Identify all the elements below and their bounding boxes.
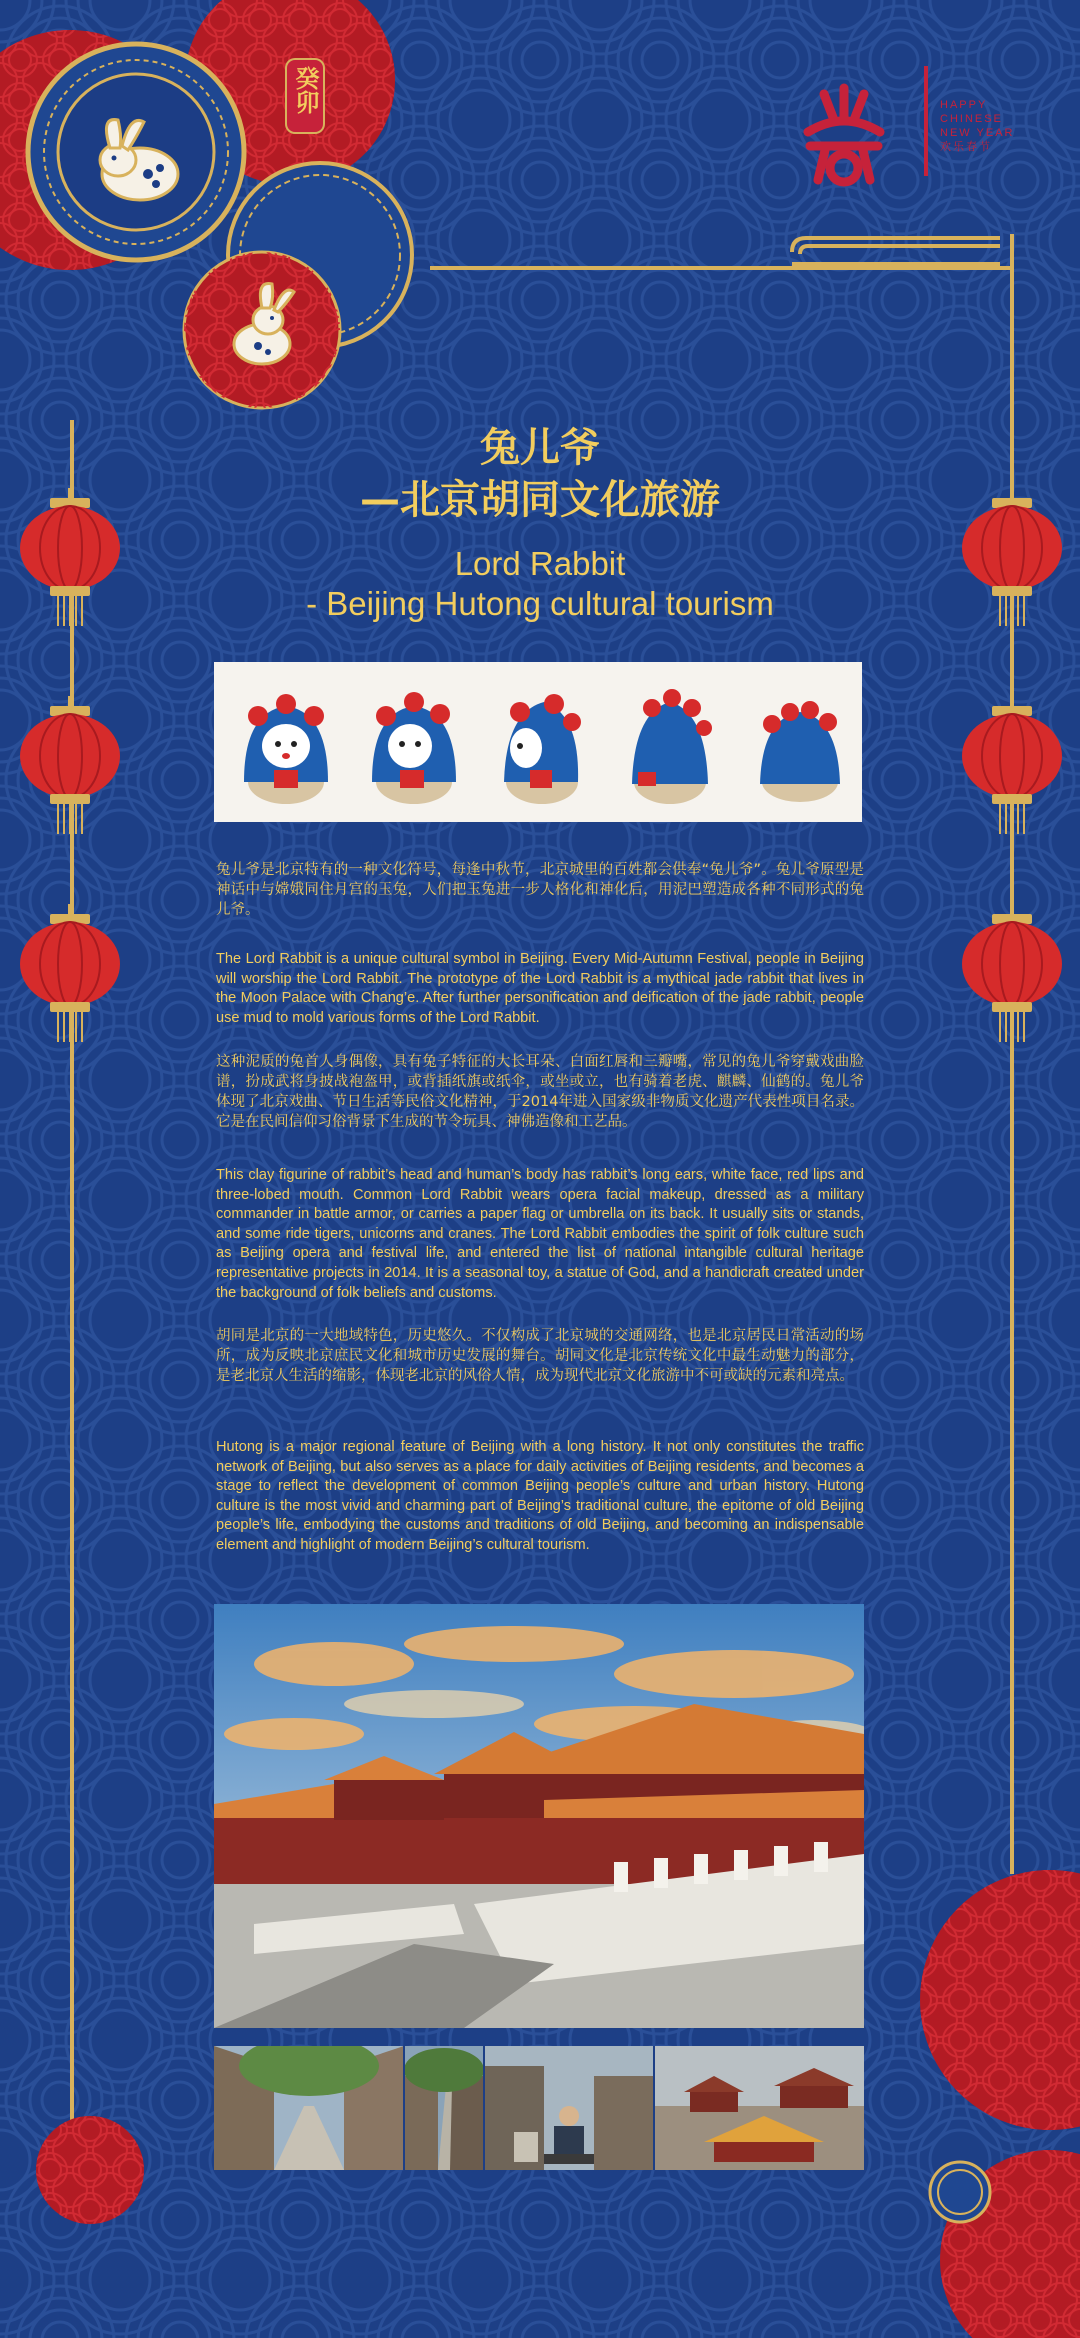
bottom-right-ornament: [900, 1860, 1080, 2338]
year-stamp-text: 癸卯: [291, 66, 319, 114]
paragraph-1-en: The Lord Rabbit is a unique cultural symbol in Beijing. Every Mid-Autumn Festival, people in Beijing will worship the Lord Rabbit. The prototype of the Lord Rabbit is a mythical jade rabbit that lives in the Moon Palace with Chang’e. After further personification and deification of the jade rabbit, people use mud to mold various forms of the Lord Rabbit.: [216, 951, 864, 1026]
figurine-3: [504, 694, 581, 804]
paragraph-3-en: Hutong is a major regional feature of Beijing with a long history. It not only constitutes the traffic network of Beijing, but also serves as a place for daily activities of Beijing residents, and becomes a stage to reflect the development of common Beijing people’s culture and urban history. Hutong culture is the most vivid and charming part of Beijing’s traditional culture, the epitome of old Beijing people’s life, embodying the customs and traditions of old Beijing, and becoming an indispensable element and highlight of modern Beijing’s cultural tourism.: [216, 1439, 864, 1553]
bottom-left-ornament: [30, 2110, 150, 2230]
logo-line-3: NEW YEAR: [940, 127, 1015, 139]
figurine-1: [244, 694, 328, 804]
hutong-photo-strip: [214, 2046, 864, 2170]
paragraph-2-cn: 这种泥质的兔首人身偶像，具有兔子特征的大长耳朵、白面红唇和三瓣嘴，常见的兔儿爷穿戴戏曲脸谱，扮成武将身披战袍盔甲，或背插纸旗或纸伞，或坐或立，也有骑着老虎、麒麟、仙鹤的。兔儿爷体现了北京戏曲、节日生活等民俗文化精神，于2014年进入国家级非物质文化遗产代表性项目名录。它是在民间信仰习俗背景下生成的节令玩具、神佛造像和工艺品。: [216, 1054, 864, 1130]
rabbit-small-icon: [222, 280, 302, 370]
hutong-photo-1: [214, 2046, 404, 2170]
logo-divider: [924, 66, 928, 176]
logo-line-4: 欢乐春节: [940, 141, 992, 153]
title-cn-line-1: 兔儿爷: [480, 425, 600, 471]
rabbit-medallion-icon: [88, 112, 188, 208]
hutong-photo-2: [404, 2046, 484, 2170]
title-cn-line-2: —北京胡同文化旅游: [360, 477, 720, 523]
hutong-photo-4: [654, 2046, 864, 2170]
title-en-line-2: - Beijing Hutong cultural tourism: [306, 585, 774, 622]
logo-line-2: CHINESE: [940, 113, 1003, 125]
title-en-line-1: Lord Rabbit: [454, 545, 626, 582]
happy-chinese-new-year-logo-icon: [796, 80, 892, 190]
figurine-4: [632, 689, 712, 804]
hutong-photo-3: [484, 2046, 654, 2170]
lord-rabbit-figurines-image: [214, 662, 862, 822]
logo-line-1: HAPPY: [940, 99, 988, 111]
lantern-icon: [962, 696, 1062, 836]
forbidden-city-photo: [214, 1604, 864, 2028]
paragraph-1-cn: 兔儿爷是北京特有的一种文化符号，每逢中秋节，北京城里的百姓都会供奉“兔儿爷”。兔儿爷原型是神话中与嫦娥同住月宫的玉兔，人们把玉兔进一步人格化和神化后，用泥巴塑造成各种不同形式的兔儿爷。: [216, 862, 864, 918]
figurine-5: [760, 701, 840, 802]
lantern-icon: [20, 696, 120, 836]
figurine-2: [372, 692, 456, 804]
frame-left-line: [70, 420, 74, 2120]
lantern-icon: [962, 904, 1062, 1044]
frame-corner-ornament: [790, 234, 1014, 270]
top-left-ornament: [0, 0, 430, 420]
year-stamp: [287, 60, 323, 132]
paragraph-2-en: This clay figurine of rabbit’s head and human’s body has rabbit’s long ears, white face, red lips and three-lobed mouth. Common Lord Rabbit wears opera facial makeup, dressed as a military commander in battle armor, or carries a paper flag or umbrella on its back. It usually sits or stands, and some ride tigers, unicorns and cranes. The Lord Rabbit embodies the spirit of folk culture such as Beijing opera and festival life, and entered the list of national intangible cultural heritage representative projects in 2014. It is a seasonal toy, a statue of God, and a handicraft created under the background of folk beliefs and customs.: [216, 1167, 864, 1301]
paragraph-3-cn: 胡同是北京的一大地域特色，历史悠久。不仅构成了北京城的交通网络，也是北京居民日常活动的场所，成为反映北京庶民文化和城市历史发展的舞台。胡同文化是北京传统文化中最生动魅力的部分，是老北京人生活的缩影，体现老北京的风俗人情，成为现代北京文化旅游中不可或缺的元素和亮点。: [216, 1328, 864, 1384]
logo-text: [940, 98, 1014, 155]
lantern-icon: [20, 904, 120, 1044]
